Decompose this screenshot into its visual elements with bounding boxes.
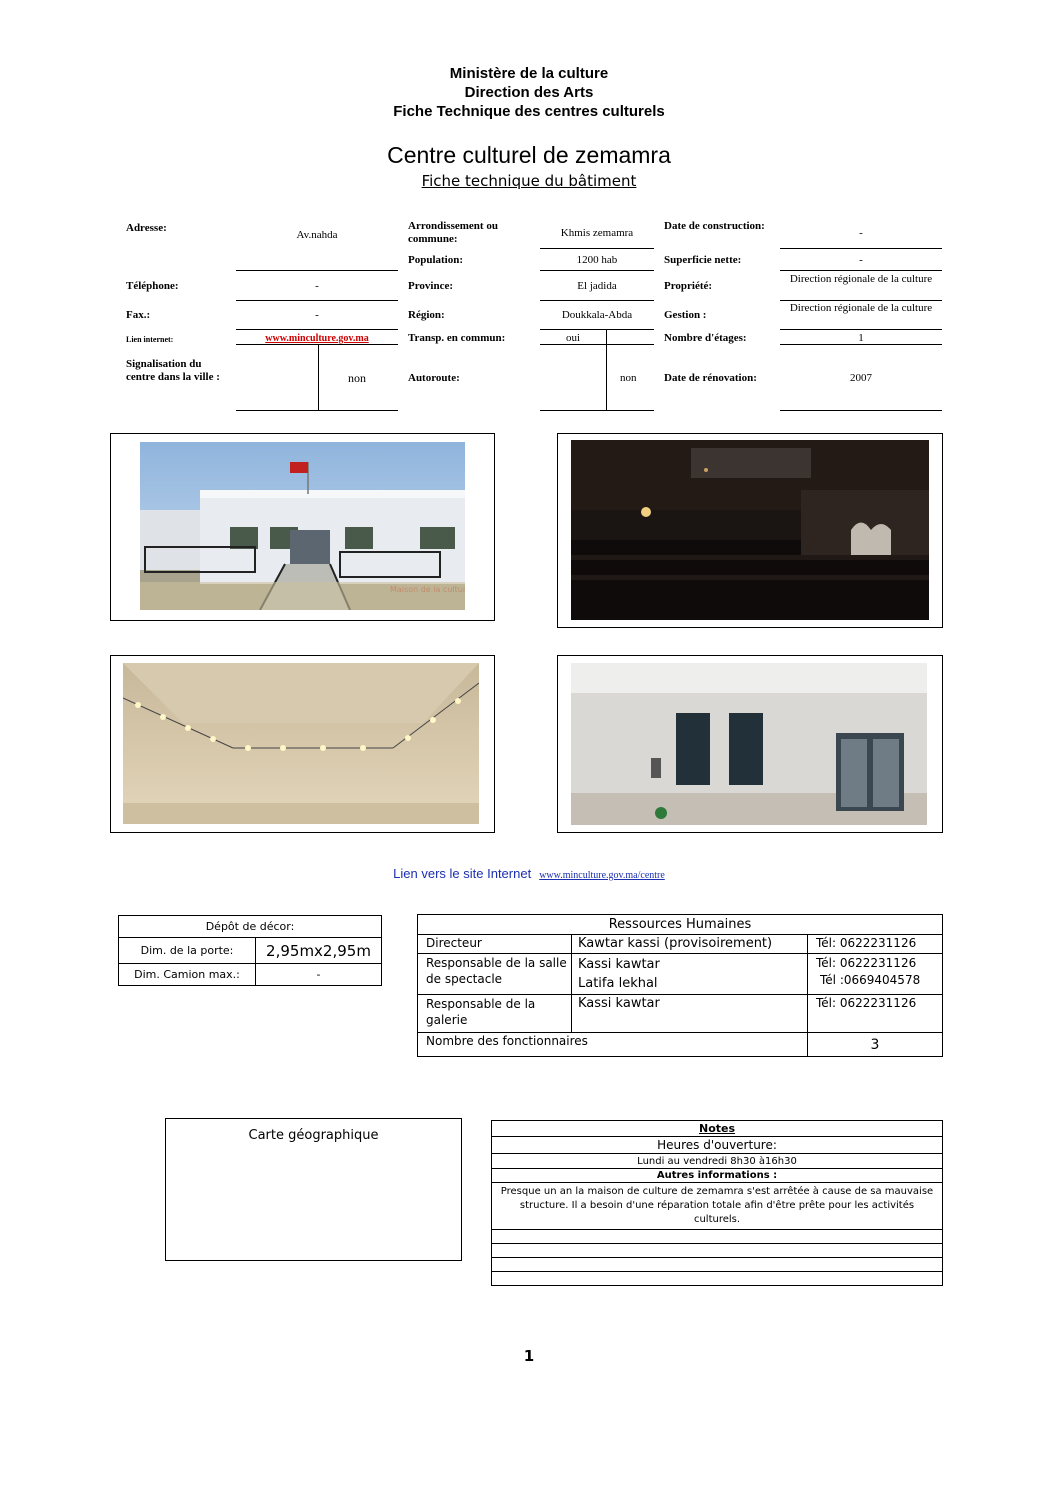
page-number: 1	[523, 1347, 535, 1365]
superficie-label: Superficie nette:	[664, 254, 742, 266]
notes-heures-label: Heures d'ouverture:	[492, 1137, 943, 1154]
notes-empty-row	[492, 1244, 943, 1258]
rh-name-2: Latifa lekhal	[578, 976, 658, 991]
decor-porte-label: Dim. de la porte:	[119, 938, 256, 964]
notes-autres-value: Presque un an la maison de culture de zemamra s'est arrêtée à cause de sa mauvaise structure. Il a besoin d'une réparation totale afin d'être prête pour les activités culturels.	[492, 1183, 943, 1230]
header-direction: Direction des Arts	[464, 84, 594, 101]
rh-tel-2: Tél :0669404578	[820, 973, 921, 987]
lien-link[interactable]: www.minculture.gov.ma	[265, 333, 369, 344]
decor-camion-label: Dim. Camion max.:	[119, 964, 256, 986]
decor-title: Dépôt de décor:	[119, 916, 382, 938]
page-subtitle: Fiche technique du bâtiment	[421, 172, 637, 190]
date-construction-value: -	[859, 227, 863, 239]
rh-row-galerie	[418, 995, 943, 1033]
notes-title: Notes	[492, 1121, 943, 1137]
photo-exterior	[140, 442, 465, 610]
province-label: Province:	[408, 280, 454, 292]
rh-row-salle	[418, 954, 943, 995]
rh-name: Kassi kawtar	[578, 957, 660, 972]
gestion-label: Gestion :	[664, 309, 707, 321]
region-value: Doukkala-Abda	[561, 309, 633, 321]
population-value: 1200 hab	[576, 254, 618, 266]
header-fiche: Fiche Technique des centres culturels	[393, 103, 665, 120]
notes-empty-row	[492, 1258, 943, 1272]
signalisation-value: non	[348, 371, 366, 385]
notes-autres-label: Autres informations :	[492, 1169, 943, 1183]
adresse-value: Av.nahda	[296, 229, 338, 241]
photo-frame-gallery	[110, 655, 495, 833]
etages-value: 1	[858, 332, 864, 344]
rh-role: Responsable de la salle de spectacle	[418, 954, 572, 995]
photo-gallery	[123, 663, 479, 824]
notes-empty-row	[492, 1272, 943, 1286]
gestion-value: Direction régionale de la culture	[789, 302, 933, 314]
renovation-label: Date de rénovation:	[664, 372, 757, 384]
region-label: Région:	[408, 309, 445, 321]
date-construction-label: Date de construction:	[664, 220, 765, 232]
photo-frame-auditorium	[557, 433, 943, 628]
rh-name: Kassi kawtar	[572, 995, 808, 1033]
rh-role: Responsable de la galerie	[418, 995, 572, 1033]
rh-fonctionnaires-value: 3	[808, 1033, 943, 1057]
rh-fonctionnaires-label: Nombre des fonctionnaires	[418, 1033, 808, 1057]
site-link-line	[0, 865, 1058, 883]
lien-label: Lien internet:	[126, 335, 174, 344]
rh-title: Ressources Humaines	[418, 915, 943, 935]
rh-role: Directeur	[418, 935, 572, 954]
arrondissement-value: Khmis zemamra	[560, 227, 634, 239]
decor-porte-value: 2,95mx2,95m	[256, 938, 382, 964]
signalisation-label: Signalisation du centre dans la ville :	[126, 358, 220, 383]
population-label: Population:	[408, 254, 464, 266]
notes-table	[491, 1120, 943, 1286]
photo-frame-exterior	[110, 433, 495, 621]
autoroute-label: Autoroute:	[408, 372, 460, 384]
arrondissement-label: Arrondissement ou commune:	[408, 220, 498, 245]
photo-frame-entrance	[557, 655, 943, 833]
page-title: Centre culturel de zemamra	[387, 142, 671, 168]
header-ministry: Ministère de la culture	[449, 65, 609, 82]
site-link-url[interactable]: www.minculture.gov.ma/centre	[539, 870, 665, 881]
superficie-value: -	[859, 254, 863, 266]
telephone-value: -	[315, 280, 319, 292]
notes-heures-value: Lundi au vendredi 8h30 à16h30	[492, 1154, 943, 1169]
photo-entrance	[571, 663, 927, 825]
rh-tel: Tél: 0622231126	[816, 956, 917, 970]
rh-tel: Tél: 0622231126	[808, 995, 943, 1033]
rh-row-directeur	[418, 935, 943, 954]
etages-label: Nombre d'étages:	[664, 332, 747, 344]
fax-label: Fax.:	[126, 309, 151, 321]
propriete-value: Direction régionale de la culture	[789, 273, 933, 285]
transp-label: Transp. en commun:	[408, 332, 506, 344]
carte-title: Carte géographique	[248, 1128, 379, 1143]
notes-empty-row	[492, 1230, 943, 1244]
rh-tel: Tél: 0622231126	[808, 935, 943, 954]
rh-name: Kawtar kassi (provisoirement)	[572, 935, 808, 954]
site-link-label: Lien vers le site Internet	[393, 866, 532, 881]
carte-box	[165, 1118, 462, 1261]
fax-value: -	[315, 309, 319, 321]
telephone-label: Téléphone:	[126, 280, 179, 292]
rh-row-fonctionnaires	[418, 1033, 943, 1057]
transp-value: oui	[565, 332, 581, 344]
autoroute-value: non	[620, 372, 637, 384]
decor-table	[118, 915, 382, 986]
rh-table	[417, 914, 943, 1057]
province-value: El jadida	[577, 280, 617, 292]
renovation-value: 2007	[850, 372, 872, 384]
adresse-label: Adresse:	[126, 222, 167, 234]
decor-camion-value: -	[256, 964, 382, 986]
photo-auditorium	[571, 440, 929, 620]
propriete-label: Propriété:	[664, 280, 713, 292]
